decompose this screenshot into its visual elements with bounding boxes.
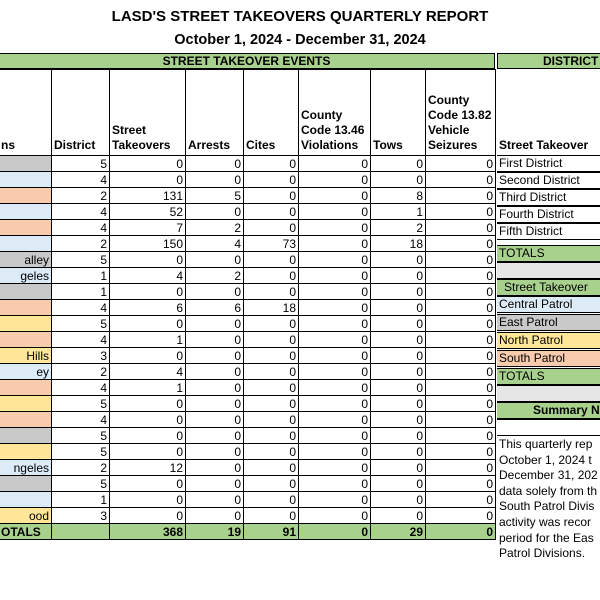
district-cell: 4 [52,332,110,348]
total-cites-cell: 91 [244,524,299,540]
col-name: ns [0,70,52,156]
tows-cell: 0 [371,412,426,428]
cites-cell: 0 [244,428,299,444]
station-name-cell [0,332,52,348]
station-name-cell [0,412,52,428]
cites-cell: 0 [244,188,299,204]
takeovers-cell: 0 [110,492,186,508]
district-cell: 5 [52,444,110,460]
violations-cell: 0 [299,444,371,460]
tows-cell: 0 [371,492,426,508]
table-row [0,172,496,188]
arrests-cell: 0 [186,508,244,524]
cites-cell: 0 [244,268,299,284]
station-name-cell [0,204,52,220]
summary-text [499,437,600,562]
arrests-cell: 0 [186,444,244,460]
district-cell: 5 [52,428,110,444]
summary-header: Summary N [497,402,600,419]
station-name-cell [0,380,52,396]
cites-cell: 0 [244,508,299,524]
arrests-cell: 0 [186,428,244,444]
takeovers-cell: 4 [110,268,186,284]
summary-line: activity was recor [499,514,592,529]
totals-label: OTALS [0,524,52,540]
patrol-item: East Patrol [497,314,600,331]
station-name-cell: geles [0,268,52,284]
table-row [0,332,496,348]
table-row [0,460,496,476]
district-cell: 2 [52,364,110,380]
table-row [0,252,496,268]
table-row [0,396,496,412]
summary-line: South Patrol Divis [499,499,595,514]
district-cell: 4 [52,380,110,396]
seizures-cell: 0 [426,252,496,268]
arrests-cell: 0 [186,172,244,188]
total-arrests-cell: 19 [186,524,244,540]
district-cell: 5 [52,252,110,268]
tows-cell: 0 [371,332,426,348]
violations-cell: 0 [299,188,371,204]
district-item: Second District [497,172,600,189]
arrests-cell: 5 [186,188,244,204]
events-section-header: STREET TAKEOVER EVENTS [0,53,495,69]
takeovers-cell: 0 [110,412,186,428]
station-name-cell [0,476,52,492]
patrol-item: Central Patrol [497,296,600,313]
takeovers-cell: 6 [110,300,186,316]
arrests-cell: 0 [186,316,244,332]
seizures-cell: 0 [426,172,496,188]
col-arrests: Arrests [186,70,244,156]
station-name-cell [0,284,52,300]
arrests-cell: 0 [186,348,244,364]
violations-cell: 0 [299,172,371,188]
takeovers-cell: 131 [110,188,186,204]
cites-cell: 0 [244,332,299,348]
table-row [0,188,496,204]
arrests-cell: 4 [186,236,244,252]
district-cell: 1 [52,284,110,300]
seizures-cell: 0 [426,316,496,332]
cites-cell: 0 [244,364,299,380]
takeovers-cell: 0 [110,428,186,444]
seizures-cell: 0 [426,268,496,284]
arrests-cell: 0 [186,332,244,348]
cites-cell: 73 [244,236,299,252]
violations-cell: 0 [299,332,371,348]
tows-cell: 0 [371,508,426,524]
station-name-cell [0,156,52,172]
table-row [0,236,496,252]
seizures-cell: 0 [426,444,496,460]
station-name-cell [0,172,52,188]
table-row [0,412,496,428]
table-row [0,348,496,364]
violations-cell: 0 [299,380,371,396]
tows-cell: 0 [371,428,426,444]
col-tows: Tows [371,70,426,156]
table-row [0,220,496,236]
district-cell: 2 [52,236,110,252]
seizures-cell: 0 [426,412,496,428]
violations-cell: 0 [299,252,371,268]
summary-line: period for the Eas [499,530,594,545]
cites-cell: 0 [244,412,299,428]
seizures-cell: 0 [426,380,496,396]
table-row [0,300,496,316]
cites-cell: 0 [244,172,299,188]
patrol-totals-row: TOTALS [497,368,600,385]
seizures-cell: 0 [426,492,496,508]
takeovers-cell: 0 [110,172,186,188]
cites-cell: 18 [244,300,299,316]
table-row [0,428,496,444]
district-cell: 3 [52,508,110,524]
station-name-cell: alley [0,252,52,268]
col-takeovers: Street Takeovers [110,70,186,156]
district-cell: 2 [52,188,110,204]
takeovers-cell: 0 [110,396,186,412]
table-row [0,380,496,396]
cites-cell: 0 [244,476,299,492]
tows-cell: 1 [371,204,426,220]
takeovers-cell: 0 [110,508,186,524]
tows-cell: 0 [371,364,426,380]
table-row [0,476,496,492]
tows-cell: 0 [371,380,426,396]
violations-cell: 0 [299,460,371,476]
table-row [0,444,496,460]
patrol-blank-row [497,385,600,402]
violations-cell: 0 [299,396,371,412]
table-row [0,268,496,284]
district-blank-row [497,262,600,279]
violations-cell: 0 [299,220,371,236]
tows-cell: 0 [371,444,426,460]
seizures-cell: 0 [426,236,496,252]
takeovers-cell: 12 [110,460,186,476]
violations-cell: 0 [299,492,371,508]
cites-cell: 0 [244,156,299,172]
tows-cell: 8 [371,188,426,204]
seizures-cell: 0 [426,428,496,444]
violations-cell: 0 [299,412,371,428]
tows-cell: 0 [371,172,426,188]
summary-line: data solely from th [499,483,598,498]
arrests-cell: 0 [186,412,244,428]
seizures-cell: 0 [426,156,496,172]
takeovers-cell: 0 [110,444,186,460]
district-cell: 4 [52,172,110,188]
table-row [0,508,496,524]
violations-cell: 0 [299,364,371,380]
cites-cell: 0 [244,284,299,300]
violations-cell: 0 [299,508,371,524]
district-cell: 3 [52,348,110,364]
cites-cell: 0 [244,460,299,476]
seizures-cell: 0 [426,348,496,364]
report-period: October 1, 2024 - December 31, 2024 [174,32,426,48]
table-row [0,156,496,172]
seizures-cell: 0 [426,220,496,236]
takeovers-cell: 0 [110,348,186,364]
station-name-cell [0,220,52,236]
takeovers-cell: 0 [110,476,186,492]
arrests-cell: 2 [186,220,244,236]
violations-cell: 0 [299,284,371,300]
table-row [0,492,496,508]
station-name-cell: Hills [0,348,52,364]
district-cell: 1 [52,492,110,508]
violations-cell: 0 [299,204,371,220]
seizures-cell: 0 [426,476,496,492]
takeovers-cell: 0 [110,252,186,268]
arrests-cell: 0 [186,380,244,396]
total-violations-cell: 0 [299,524,371,540]
summary-line: This quarterly rep [499,437,593,451]
seizures-cell: 0 [426,332,496,348]
cites-cell: 0 [244,220,299,236]
district-cell: 4 [52,204,110,220]
seizures-cell: 0 [426,204,496,220]
cites-cell: 0 [244,252,299,268]
events-table [0,69,496,540]
station-name-cell [0,492,52,508]
arrests-cell: 0 [186,364,244,380]
tows-cell: 0 [371,300,426,316]
violations-cell: 0 [299,348,371,364]
col-district: District [52,70,110,156]
violations-cell: 0 [299,316,371,332]
tows-cell: 0 [371,348,426,364]
arrests-cell: 0 [186,204,244,220]
takeovers-cell: 1 [110,332,186,348]
violations-cell: 0 [299,476,371,492]
takeovers-cell: 150 [110,236,186,252]
col-seizures: County Code 13.82 Vehicle Seizures [426,70,496,156]
district-cell: 5 [52,156,110,172]
summary-line: Patrol Divisions. [499,546,586,561]
report-title: LASD'S STREET TAKEOVERS QUARTERLY REPORT [111,8,489,25]
district-cell: 5 [52,476,110,492]
tows-cell: 0 [371,268,426,284]
arrests-cell: 0 [186,476,244,492]
district-cell: 1 [52,268,110,284]
seizures-cell: 0 [426,364,496,380]
takeovers-cell: 0 [110,284,186,300]
station-name-cell [0,300,52,316]
station-name-cell: ood [0,508,52,524]
patrol-item: North Patrol [497,332,600,349]
violations-cell: 0 [299,236,371,252]
cites-cell: 0 [244,316,299,332]
arrests-cell: 0 [186,460,244,476]
district-cell: 4 [52,220,110,236]
station-name-cell [0,396,52,412]
seizures-cell: 0 [426,460,496,476]
total-tows-cell: 29 [371,524,426,540]
arrests-cell: 0 [186,156,244,172]
cites-cell: 0 [244,396,299,412]
summary-blank-row [497,419,600,436]
cites-cell: 0 [244,492,299,508]
takeovers-cell: 7 [110,220,186,236]
station-name-cell [0,316,52,332]
table-row [0,204,496,220]
district-item: Fifth District [497,223,600,240]
table-row [0,364,496,380]
violations-cell: 0 [299,300,371,316]
seizures-cell: 0 [426,188,496,204]
takeovers-cell: 0 [110,316,186,332]
district-item: Third District [497,189,600,206]
arrests-cell: 0 [186,252,244,268]
district-section-header: DISTRICT [497,53,600,69]
tows-cell: 0 [371,396,426,412]
station-name-cell: ngeles [0,460,52,476]
takeovers-cell: 1 [110,380,186,396]
seizures-cell: 0 [426,284,496,300]
district-cell: 4 [52,300,110,316]
tows-cell: 0 [371,252,426,268]
station-name-cell: ey [0,364,52,380]
takeovers-cell: 52 [110,204,186,220]
tows-cell: 0 [371,316,426,332]
station-name-cell [0,444,52,460]
patrol-panel-header: Street Takeover [497,279,600,296]
col-cites: Cites [244,70,299,156]
tows-cell: 0 [371,476,426,492]
district-cell: 4 [52,412,110,428]
violations-cell: 0 [299,268,371,284]
total-seizures-cell: 0 [426,524,496,540]
arrests-cell: 6 [186,300,244,316]
cites-cell: 0 [244,204,299,220]
total-takeovers-cell: 368 [110,524,186,540]
district-cell: 5 [52,396,110,412]
summary-line: December 31, 202 [499,468,598,483]
totals-district-cell [52,524,110,540]
takeovers-cell: 4 [110,364,186,380]
district-totals-row: TOTALS [497,245,600,262]
cites-cell: 0 [244,380,299,396]
seizures-cell: 0 [426,508,496,524]
arrests-cell: 0 [186,284,244,300]
totals-row [0,524,496,540]
patrol-item: South Patrol [497,350,600,367]
arrests-cell: 2 [186,268,244,284]
seizures-cell: 0 [426,396,496,412]
district-item: Fourth District [497,206,600,223]
district-panel-header: Street Takeover [499,138,589,152]
seizures-cell: 0 [426,300,496,316]
station-name-cell [0,188,52,204]
arrests-cell: 0 [186,492,244,508]
table-row [0,284,496,300]
table-header-row [0,70,496,156]
station-name-cell [0,236,52,252]
district-cell: 2 [52,460,110,476]
tows-cell: 0 [371,284,426,300]
district-cell: 5 [52,316,110,332]
tows-cell: 0 [371,460,426,476]
cites-cell: 0 [244,444,299,460]
tows-cell: 2 [371,220,426,236]
district-item: First District [497,155,600,172]
takeovers-cell: 0 [110,156,186,172]
table-row [0,316,496,332]
arrests-cell: 0 [186,396,244,412]
tows-cell: 18 [371,236,426,252]
summary-line: October 1, 2024 t [499,452,592,467]
tows-cell: 0 [371,156,426,172]
violations-cell: 0 [299,428,371,444]
violations-cell: 0 [299,156,371,172]
cites-cell: 0 [244,348,299,364]
station-name-cell [0,428,52,444]
col-violations: County Code 13.46 Violations [299,70,371,156]
